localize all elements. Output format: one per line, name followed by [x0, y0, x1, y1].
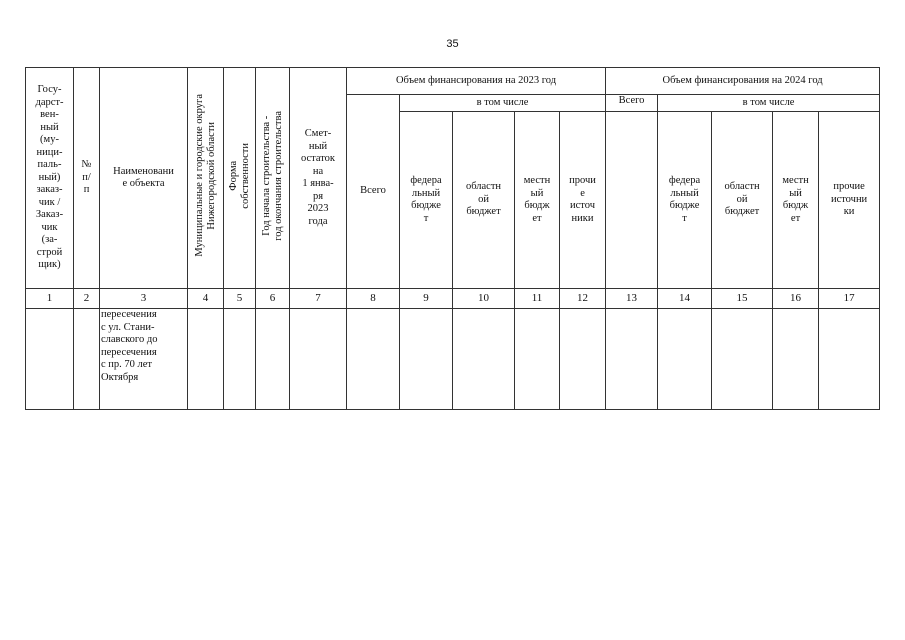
column-number: 13: [606, 289, 658, 309]
header-row-number: № п/ п: [74, 68, 100, 289]
column-number: 15: [712, 289, 773, 309]
header-municipality: Муниципальные и городские округа Нижегородской области: [193, 94, 217, 258]
header-estimate: Смет- ный остаток на 1 янва- ря 2023 года: [290, 68, 347, 289]
cell-row-number: [74, 309, 100, 410]
header-customer: Госу- дарст- вен- ный (му- ници- паль- ный) заказ- чик / Заказ- чик (за- строй щик): [26, 68, 74, 289]
cell-years: [256, 309, 290, 410]
header-years-cell: [256, 68, 290, 289]
cell-federal-2023: [400, 309, 453, 410]
column-number: 16: [773, 289, 819, 309]
header-other-2023: прочи е источ ники: [560, 112, 606, 289]
column-number: 8: [347, 289, 400, 309]
column-number: 7: [290, 289, 347, 309]
header-total-2024: Всего: [606, 95, 658, 112]
header-total-2023: Всего: [347, 95, 400, 289]
cell-estimate: [290, 309, 347, 410]
cell-federal-2024: [658, 309, 712, 410]
header-local-2023: местн ый бюдж ет: [515, 112, 560, 289]
column-number: 14: [658, 289, 712, 309]
header-regional-2024: областн ой бюджет: [712, 112, 773, 289]
column-number: 17: [819, 289, 880, 309]
column-number: 1: [26, 289, 74, 309]
column-number: 6: [256, 289, 290, 309]
header-federal-2023: федера льный бюдже т: [400, 112, 453, 289]
cell-municipality: [188, 309, 224, 410]
header-empty-2024: [606, 112, 658, 289]
cell-customer: [26, 309, 74, 410]
column-number: 10: [453, 289, 515, 309]
header-regional-2023: областн ой бюджет: [453, 112, 515, 289]
cell-total-2023: [347, 309, 400, 410]
header-federal-2024: федера льный бюдже т: [658, 112, 712, 289]
column-number: 12: [560, 289, 606, 309]
header-including-2024: в том числе: [658, 95, 880, 112]
cell-local-2024: [773, 309, 819, 410]
column-number: 4: [188, 289, 224, 309]
page-number: 35: [446, 38, 459, 50]
header-object-name: Наименовани е объекта: [100, 68, 188, 289]
cell-other-2024: [819, 309, 880, 410]
column-number: 2: [74, 289, 100, 309]
cell-regional-2024: [712, 309, 773, 410]
cell-ownership: [224, 309, 256, 410]
column-number: 5: [224, 289, 256, 309]
header-local-2024: местн ый бюдж ет: [773, 112, 819, 289]
financing-table: [25, 67, 880, 410]
header-funding-2024: Объем финансирования на 2024 год: [606, 68, 880, 95]
table-row: [26, 309, 880, 410]
header-including-2023: в том числе: [400, 95, 606, 112]
header-funding-2023: Объем финансирования на 2023 год: [347, 68, 606, 95]
cell-local-2023: [515, 309, 560, 410]
cell-object-name: пересечения с ул. Стани- славского до пересечения с пр. 70 лет Октября: [100, 309, 188, 410]
header-ownership: Форма собственности: [227, 142, 251, 209]
cell-other-2023: [560, 309, 606, 410]
column-number-row: [26, 289, 880, 309]
header-years: Год начала строительства - год окончания строительства: [260, 110, 284, 241]
header-other-2024: прочие источни ки: [819, 112, 880, 289]
header-ownership-cell: [224, 68, 256, 289]
cell-total-2024: [606, 309, 658, 410]
column-number: 11: [515, 289, 560, 309]
column-number: 3: [100, 289, 188, 309]
header-row-1: [26, 68, 880, 95]
header-municipality-cell: [188, 68, 224, 289]
column-number: 9: [400, 289, 453, 309]
cell-regional-2023: [453, 309, 515, 410]
